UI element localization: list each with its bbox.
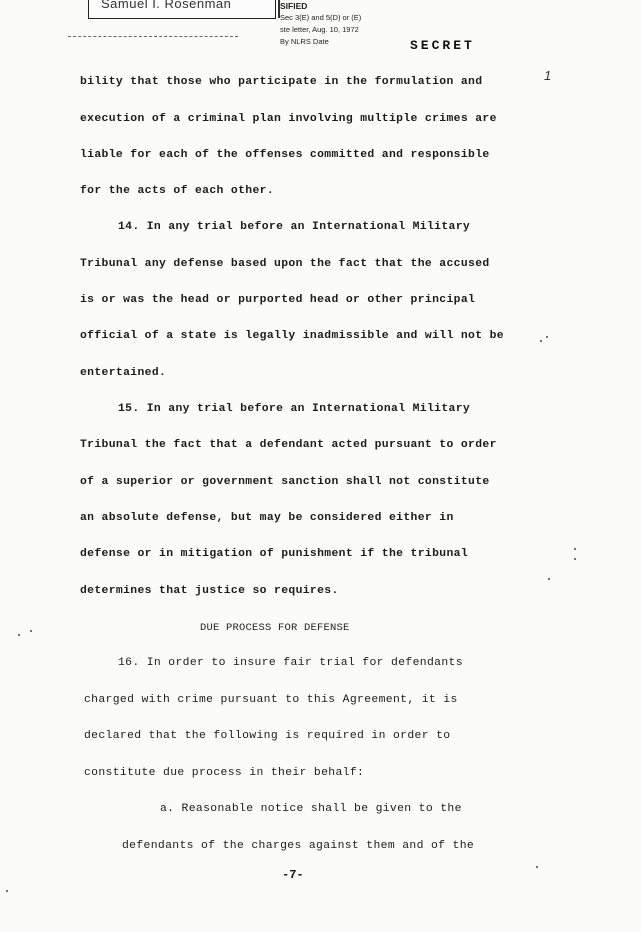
stamp-name: Samuel I. Rosenman [101, 0, 232, 11]
declassification-stamp [280, 0, 361, 48]
body-line: official of a state is legally inadmissible and will not be [80, 330, 504, 342]
declassification-stamp-name-box [88, 0, 276, 19]
stamp-line: Sec 3(E) and 5(D) or (E) [280, 13, 362, 22]
classification-marking: SECRET [410, 38, 475, 53]
scan-speck [6, 890, 8, 892]
scan-speck [30, 630, 32, 632]
body-line: constitute due process in their behalf: [84, 767, 365, 779]
body-line: a. Reasonable notice shall be given to the [160, 803, 462, 815]
body-line: 14. In any trial before an International Military [118, 221, 471, 233]
scan-speck [574, 548, 576, 550]
body-line: is or was the head or purported head or other principal [80, 294, 476, 306]
stamp-line: SIFIED [280, 1, 308, 11]
page-number: -7- [282, 868, 304, 882]
body-line: of a superior or government sanction shall not constitute [80, 476, 490, 488]
body-line: charged with crime pursuant to this Agreement, it is [84, 694, 458, 706]
body-line: determines that justice so requires. [80, 585, 339, 597]
body-line: entertained. [80, 367, 167, 379]
scan-speck [18, 634, 20, 636]
scan-speck [546, 336, 548, 338]
scan-speck [548, 578, 550, 580]
stamp-line: By NLRS Date [280, 37, 329, 46]
scan-speck [574, 558, 576, 560]
body-line: liable for each of the offenses committed and responsible [80, 149, 490, 161]
body-line: Tribunal the fact that a defendant acted pursuant to order [80, 439, 497, 451]
body-line: 16. In order to insure fair trial for defendants [118, 657, 463, 669]
body-line: declared that the following is required in order to [84, 730, 451, 742]
stamp-line: ste letter, Aug. 10, 1972 [280, 25, 359, 34]
body-line: defendants of the charges against them and of the [122, 840, 475, 852]
body-line: defense or in mitigation of punishment if the tribunal [80, 548, 469, 560]
scan-speck [536, 866, 538, 868]
body-line: Tribunal any defense based upon the fact that the accused [80, 258, 490, 270]
body-line: 15. In any trial before an International Military [118, 403, 471, 415]
body-line: an absolute defense, but may be considered either in [80, 512, 454, 524]
body-line: bility that those who participate in the formulation and [80, 76, 483, 88]
section-heading: DUE PROCESS FOR DEFENSE [200, 622, 350, 634]
body-line: for the acts of each other. [80, 185, 275, 197]
body-line: execution of a criminal plan involving multiple crimes are [80, 113, 497, 125]
margin-mark: 1 [544, 68, 552, 83]
stamp-rule [68, 36, 238, 38]
scan-speck [540, 340, 542, 342]
